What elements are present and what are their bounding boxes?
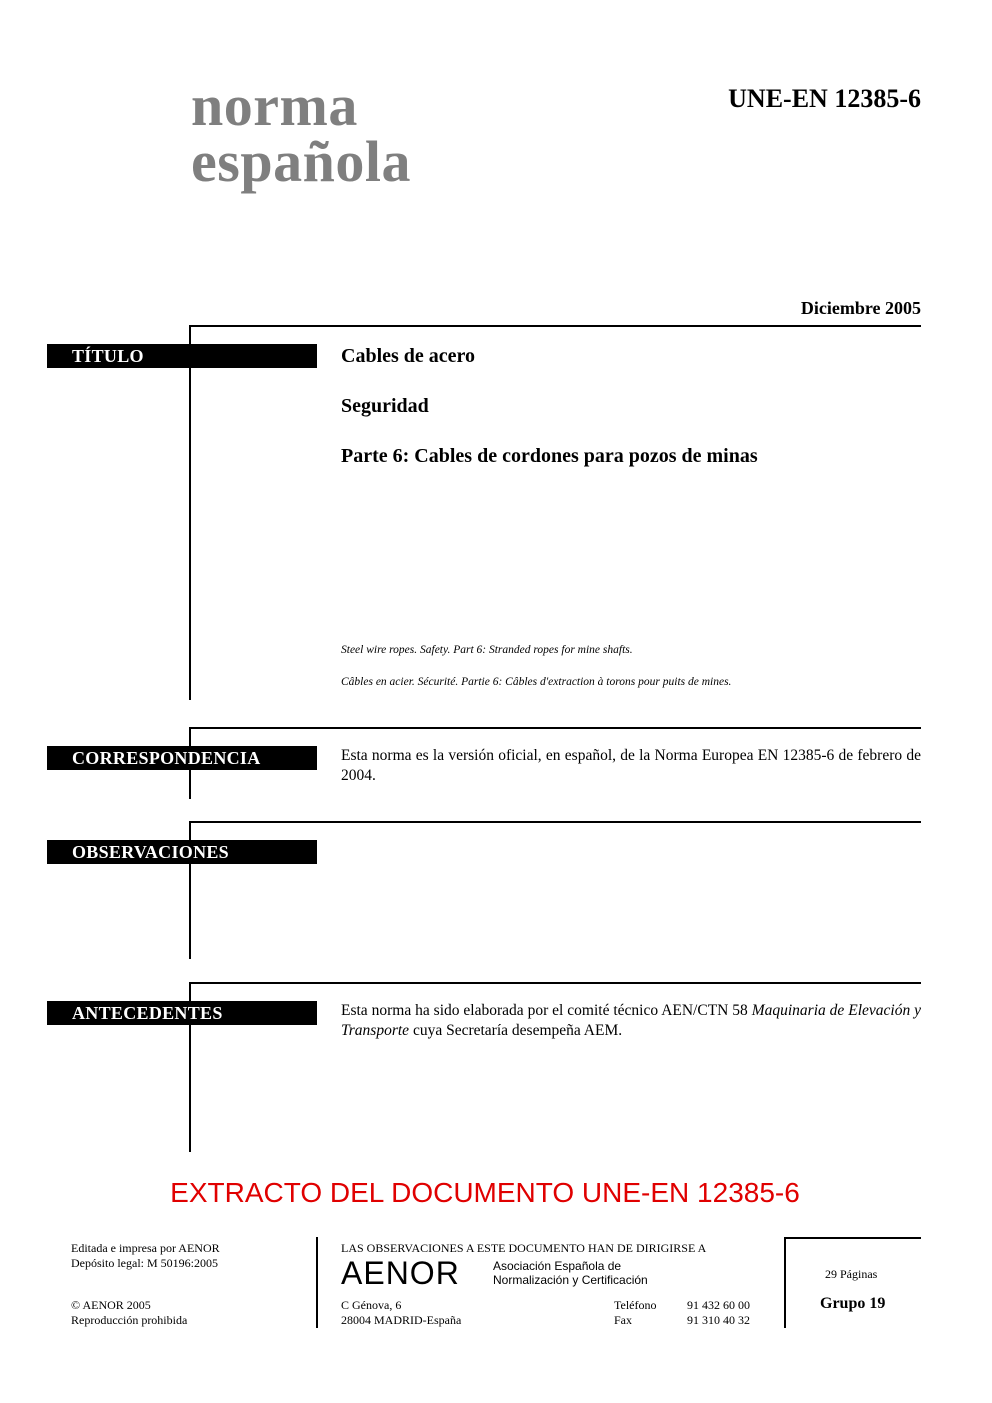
- footer-fax-label: Fax: [614, 1313, 632, 1327]
- section-divider-titulo: [189, 325, 921, 327]
- footer-observations-notice: LAS OBSERVACIONES A ESTE DOCUMENTO HAN DE DIRIGIRSE A: [341, 1241, 707, 1255]
- footer-phone-label: Teléfono: [614, 1298, 657, 1312]
- english-title: Steel wire ropes. Safety. Part 6: Stranded ropes for mine shafts.: [341, 644, 633, 656]
- label-observaciones: OBSERVACIONES: [47, 840, 317, 864]
- antecedentes-text-end: cuya Secretaría desempeña AEM.: [409, 1022, 623, 1039]
- section-vline-titulo: [189, 325, 191, 700]
- title-line-2: Seguridad: [341, 395, 429, 417]
- aenor-full-name: [493, 1259, 648, 1287]
- footer-divider-right: [784, 1237, 786, 1328]
- title-line-1: Cables de acero: [341, 345, 476, 367]
- brand-title: [191, 73, 411, 194]
- footer-pages: 29 Páginas: [825, 1267, 878, 1281]
- footer-reproduction: Reproducción prohibida: [71, 1313, 188, 1327]
- brand-line-2: española: [191, 129, 411, 194]
- footer-box-top: [784, 1237, 921, 1239]
- title-line-3: Parte 6: Cables de cordones para pozos de minas: [341, 445, 758, 467]
- section-divider-correspondencia: [189, 727, 921, 729]
- footer-phone-value: 91 432 60 00: [687, 1298, 750, 1312]
- footer-address-line-1: C Génova, 6: [341, 1298, 402, 1312]
- footer-divider-left: [316, 1237, 318, 1328]
- aenor-name-line-2: Normalización y Certificación: [493, 1273, 648, 1287]
- footer-group: Grupo 19: [820, 1295, 886, 1312]
- antecedentes-text-start: Esta norma ha sido elaborada por el comité técnico AEN/CTN 58: [341, 1002, 752, 1019]
- section-divider-observaciones: [189, 821, 921, 823]
- footer-address-line-2: 28004 MADRID-España: [341, 1313, 462, 1327]
- label-antecedentes: ANTECEDENTES: [47, 1001, 317, 1025]
- footer-deposit: Depósito legal: M 50196:2005: [71, 1256, 218, 1270]
- label-correspondencia: CORRESPONDENCIA: [47, 746, 317, 770]
- section-divider-antecedentes: [189, 982, 921, 984]
- french-title: Câbles en acier. Sécurité. Partie 6: Câbles d'extraction à torons pour puits de mines.: [341, 676, 732, 688]
- extract-notice: EXTRACTO DEL DOCUMENTO UNE-EN 12385-6: [170, 1177, 800, 1208]
- antecedentes-committee-name: Maquinaria de Elevación y Transporte: [341, 1002, 921, 1039]
- document-code: UNE-EN 12385-6: [728, 84, 921, 113]
- aenor-name-line-1: Asociación Española de: [493, 1259, 622, 1273]
- publication-date: Diciembre 2005: [800, 298, 921, 318]
- footer-copyright: © AENOR 2005: [71, 1298, 151, 1312]
- label-titulo: TÍTULO: [47, 344, 317, 368]
- aenor-logo: AENOR: [341, 1255, 460, 1291]
- brand-line-1: norma: [191, 73, 358, 138]
- correspondencia-text: Esta norma es la versión oficial, en español, de la Norma Europea EN 12385-6 de febrero de 2004.: [341, 747, 921, 784]
- antecedentes-text: [341, 1001, 921, 1041]
- footer-edited-by: Editada e impresa por AENOR: [71, 1241, 220, 1255]
- footer-fax-value: 91 310 40 32: [687, 1313, 750, 1327]
